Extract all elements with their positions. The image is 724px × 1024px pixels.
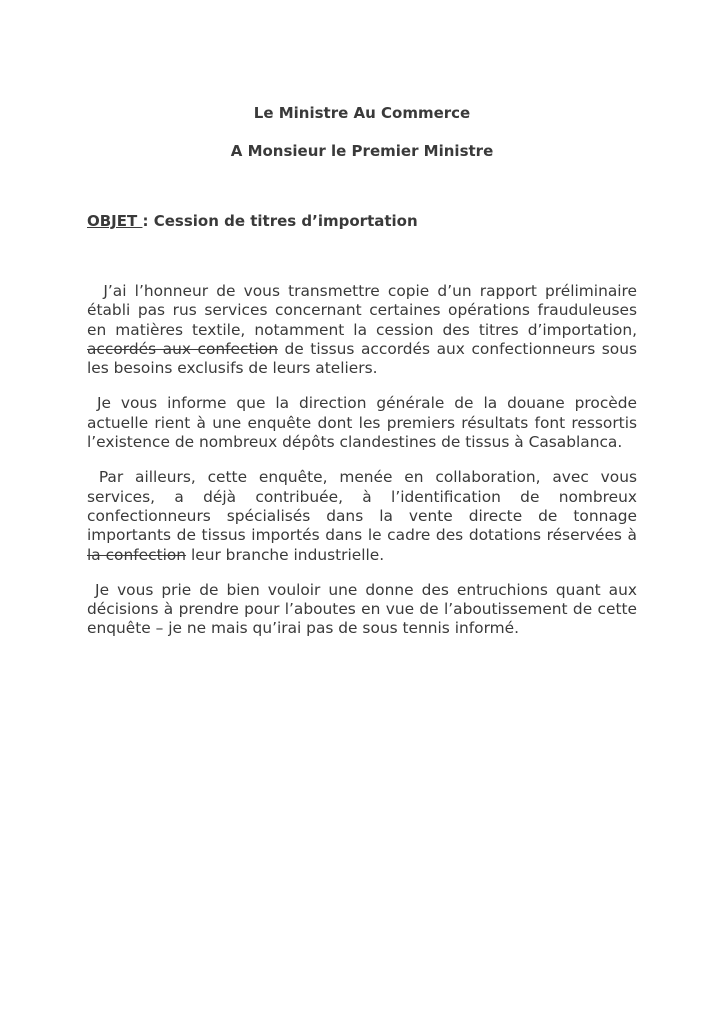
subject-separator: :: [142, 212, 154, 230]
paragraph-3-text: Par ailleurs, cette enquête, menée en collaboration, avec vous services, a déjà contribuée, à l’identification de nombreux confectionneurs spécialisés dans la vente directe de tonnage importants de tissus importés dans le cadre des dotations réservées à: [87, 468, 642, 545]
subject-text: Cession de titres d’importation: [153, 212, 418, 230]
paragraph-3-text-end: leur branche industrielle.: [186, 545, 385, 564]
subject-line: [87, 211, 418, 231]
paragraph-1-text-end: de tissus accordés aux confectionneurs sous les besoins exclusifs de leurs ateliers.: [87, 339, 642, 378]
paragraph-4-text: Je vous prie de bien vouloir une donne des entruchions quant aux décisions à prendre pour l’aboutes en vue de l’aboutissement de cette enquête – je ne mais qu’irai pas de sous tennis informé.: [87, 580, 642, 638]
paragraph-3-struck-text: la confection: [87, 545, 187, 564]
paragraph-1-struck-text: accordés aux confection: [87, 339, 278, 358]
sender-heading: Le Ministre Au Commerce: [253, 104, 471, 122]
letter-body: [87, 282, 642, 655]
paragraph-2: [87, 394, 642, 452]
recipient-heading: A Monsieur le Premier Ministre: [230, 142, 494, 160]
paragraph-2-text: Je vous informe que la direction générale de la douane procède actuelle rient à une enquête dont les premiers résultats font ressortis l’existence de nombreux dépôts clandestines de tissus à Casablanca.: [87, 394, 642, 452]
subject-label: OBJET: [87, 212, 143, 230]
paragraph-3: [87, 468, 642, 564]
paragraph-1: [87, 282, 642, 378]
paragraph-1-text: J’ai l’honneur de vous transmettre copie d’un rapport préliminaire établi pas rus services concernant certaines opérations frauduleuses en matières textile, notamment la cession des titres d’importation,: [87, 282, 642, 339]
paragraph-4: [87, 580, 642, 639]
